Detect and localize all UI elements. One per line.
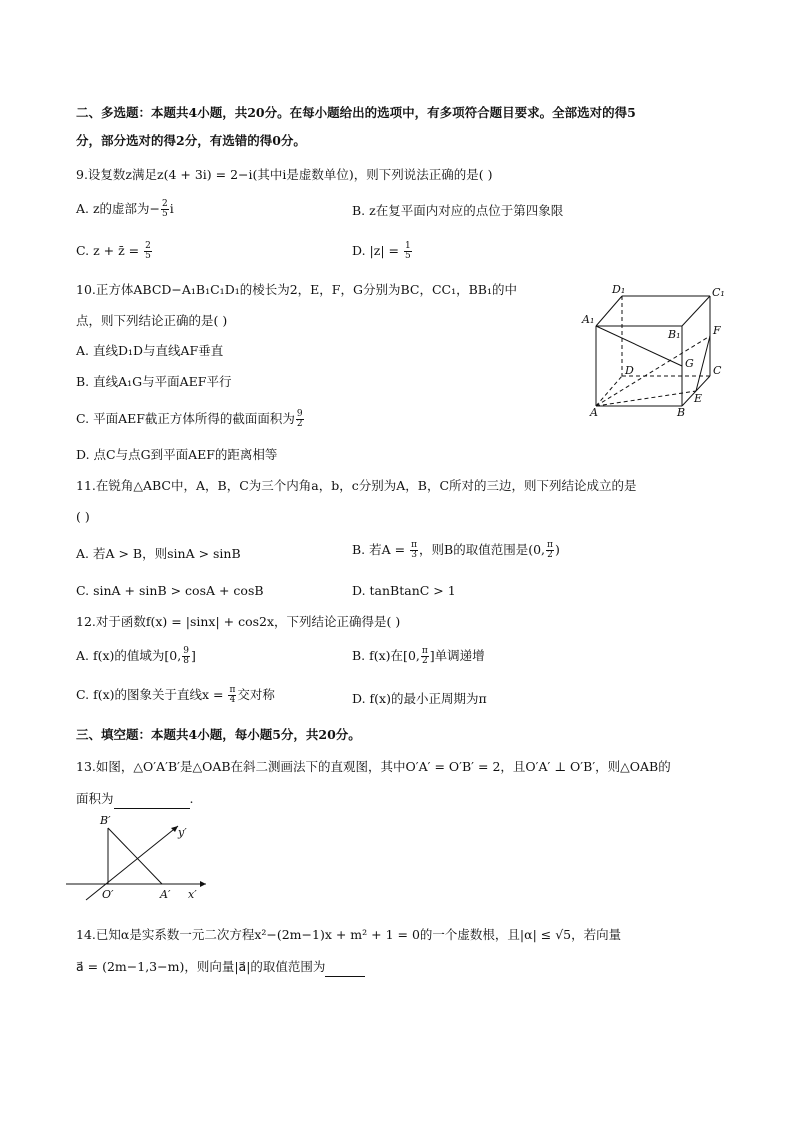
label-c1: C₁ bbox=[712, 286, 725, 299]
label-a: A bbox=[590, 406, 598, 418]
label-d: D bbox=[625, 364, 634, 377]
q14-stem-line-2: a⃗ = (2m−1,3−m)，则向量|a⃗|的取值范围为 bbox=[76, 958, 365, 977]
label-y-axis: y′ bbox=[178, 826, 187, 839]
label-o-prime: O′ bbox=[102, 888, 114, 901]
section-2-line-2: 分，部分选对的得2分，有选错的得0分。 bbox=[76, 133, 306, 148]
edge-b1-c1 bbox=[682, 296, 710, 326]
label-b: B bbox=[677, 406, 686, 418]
fraction: $\frac{\pi}{2}$ bbox=[547, 540, 553, 560]
oblique-triangle-figure bbox=[66, 812, 216, 902]
fraction: $\frac{\pi}{4}$ bbox=[229, 685, 236, 705]
section-3-heading: 三、填空题：本题共4小题，每小题5分，共20分。 bbox=[76, 727, 361, 742]
q12-option-c: C. f(x)的图象关于直线x = $\frac{\pi}{4}$ 交对称 bbox=[76, 685, 275, 705]
label-x-axis: x′ bbox=[188, 888, 197, 901]
segment-e-f bbox=[696, 336, 710, 391]
segment-a-e bbox=[596, 391, 696, 406]
segment-a-f bbox=[596, 336, 710, 406]
label-b1: B₁ bbox=[668, 328, 681, 341]
q9-stem: 9.设复数z满足z(4 + 3i) = 2−i(其中i是虚数单位)，则下列说法正确的是( ) bbox=[76, 167, 493, 182]
cube-figure bbox=[570, 278, 740, 418]
fraction: $\frac{\pi}{3}$ bbox=[411, 540, 418, 560]
q9-option-c: C. z + z̄ = $\frac{2}{5}$ bbox=[76, 241, 151, 261]
q11-option-a: A. 若A > B，则sinA > sinB bbox=[76, 546, 241, 561]
fraction: $\frac{9}{8}$ bbox=[183, 646, 189, 666]
fraction: $\frac{2}{5}$ bbox=[162, 199, 168, 219]
label-d1: D₁ bbox=[612, 283, 626, 296]
edge-a1-d1 bbox=[596, 296, 622, 326]
fraction: $\frac{\pi}{2}$ bbox=[421, 646, 428, 666]
q13-stem-line-2: 面积为 . bbox=[76, 790, 194, 809]
q11-stem-line-1: 11.在锐角△ABC中，A，B，C为三个内角a，b，c分别为A，B，C所对的三边，则下列结论成立的是 bbox=[76, 478, 637, 493]
label-f: F bbox=[713, 324, 721, 337]
fraction: $\frac{9}{2}$ bbox=[296, 409, 303, 429]
q12-option-d: D. f(x)的最小正周期为π bbox=[352, 691, 487, 706]
q12-option-b: B. f(x)在[0, $\frac{\pi}{2}$ ]单调递增 bbox=[352, 646, 485, 666]
label-b-prime: B′ bbox=[100, 814, 111, 827]
q11-option-d: D. tanBtanC > 1 bbox=[352, 583, 456, 598]
answer-blank[interactable] bbox=[325, 958, 365, 977]
q14-stem-line-1: 14.已知α是实系数一元二次方程x²−(2m−1)x + m² + 1 = 0的一个虚数根，且|α| ≤ √5，若向量 bbox=[76, 927, 622, 942]
q10-option-d: D. 点C与点G到平面AEF的距离相等 bbox=[76, 447, 278, 462]
fraction: $\frac{1}{5}$ bbox=[404, 241, 411, 261]
x-axis-arrow-icon bbox=[200, 881, 206, 887]
q12-stem: 12.对于函数f(x) = |sinx| + cos2x，下列结论正确得是( ) bbox=[76, 614, 401, 629]
answer-blank[interactable] bbox=[114, 790, 190, 809]
label-a-prime: A′ bbox=[160, 888, 171, 901]
q10-option-c: C. 平面AEF截正方体所得的截面面积为 $\frac{9}{2}$ bbox=[76, 409, 303, 429]
q13-stem-line-1: 13.如图，△O′A′B′是△OAB在斜二测画法下的直观图，其中O′A′ = O′B′ = 2，且O′A′ ⊥ O′B′，则△OAB的 bbox=[76, 759, 671, 774]
section-2-line-1: 二、多选题：本题共4小题，共20分。在每小题给出的选项中，有多项符合题目要求。全部选对的得5 bbox=[76, 105, 636, 120]
q9-option-d: D. |z| = $\frac{1}{5}$ bbox=[352, 241, 411, 261]
edge-a-d bbox=[596, 376, 622, 406]
q10-stem-line-1: 10.正方体ABCD−A₁B₁C₁D₁的棱长为2，E，F，G分别为BC，CC₁，BB₁的中 bbox=[76, 282, 517, 297]
label-e: E bbox=[694, 392, 703, 405]
q11-option-b: B. 若A = $\frac{\pi}{3}$ ，则B的取值范围是(0, $\frac{\pi}{2}$ ) bbox=[352, 540, 560, 560]
q11-stem-line-2: ( ) bbox=[76, 509, 90, 524]
fraction: $\frac{2}{5}$ bbox=[145, 241, 151, 261]
label-g: G bbox=[685, 357, 694, 370]
q10-option-a: A. 直线D₁D与直线AF垂直 bbox=[76, 343, 224, 358]
q9-option-b: B. z在复平面内对应的点位于第四象限 bbox=[352, 203, 564, 218]
q9-option-a: A. z的虚部为− $\frac{2}{5}$ i bbox=[76, 199, 174, 219]
label-a1: A₁ bbox=[582, 313, 595, 326]
q11-option-c: C. sinA + sinB > cosA + cosB bbox=[76, 583, 264, 598]
q10-stem-line-2: 点，则下列结论正确的是( ) bbox=[76, 313, 228, 328]
q10-option-b: B. 直线A₁G与平面AEF平行 bbox=[76, 374, 232, 389]
label-c: C bbox=[713, 364, 722, 377]
q12-option-a: A. f(x)的值域为[0, $\frac{9}{8}$ ] bbox=[76, 646, 196, 666]
